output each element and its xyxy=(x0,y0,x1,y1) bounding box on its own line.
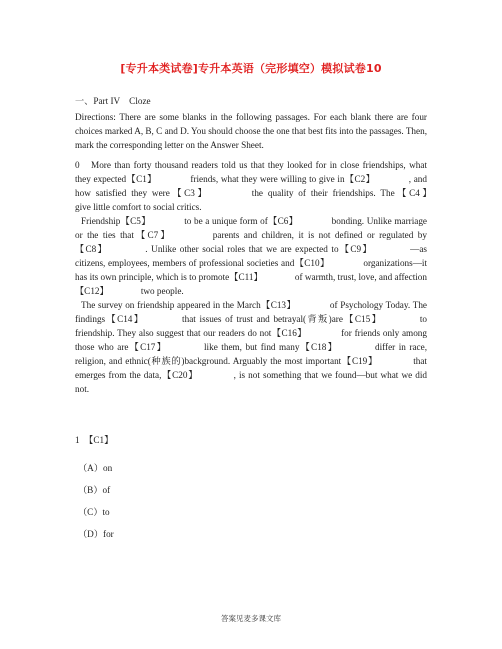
option-c[interactable]: （C）to xyxy=(78,507,110,517)
option-d[interactable]: （D）for xyxy=(78,529,114,539)
directions-text: Directions: There are some blanks in the following passages. For each blank there are four choices marked A, B, C and D. You should choose the one that best fits into the passages. Then, mark the corresponding letter on the Answer Sheet. xyxy=(75,112,427,150)
section-heading: 一、Part IV Cloze xyxy=(75,96,151,106)
option-b[interactable]: （B）of xyxy=(78,485,111,495)
question-number: 1 【C1】 xyxy=(75,435,114,445)
passage-paragraph-3: The survey on friendship appeared in the March【C13】 of Psychology Today. The findings【C14】 that issues of trust and betrayal(背叛)are【C15】 to friendship. They also suggest that our readers do not【C16】 for friends only among those who are【C17】 like them, but find many【C18】 differ in race, religion, and ethnic(种族的)background. Arguably the most important【C19】 that emerges from the data,【C20】 , is not something that we found—but what we did not. xyxy=(75,300,427,394)
page-title: [专升本类试卷]专升本英语（完形填空）模拟试卷10 xyxy=(120,62,382,75)
option-a[interactable]: （A）on xyxy=(78,463,113,473)
passage-paragraph-1: 0 More than forty thousand readers told us that they looked for in close friendships, what they expected【C1】 friends, what they were willing to give in【C2】 , and how satisfied they were【C3】 the quality of their friendships. The【C4】 give little comfort to social critics. xyxy=(75,160,464,212)
answer-options xyxy=(78,461,114,549)
passage-paragraph-2: Friendship【C5】 to be a unique form of【C6】 bonding. Unlike marriage or the ties that【C7】 parents and children, it is not defined or regulated by【C8】 . Unlike other social roles that we are expected to【C9】 —as citizens, employees, members of professional societies and【C10】 organizations—it has its own principle, which is to promote【C11】 of warmth, trust, love, and affection【C12】 two people. xyxy=(75,216,427,296)
cloze-passage xyxy=(75,158,464,396)
page-footer: 答案见麦多课文库 xyxy=(221,614,281,623)
